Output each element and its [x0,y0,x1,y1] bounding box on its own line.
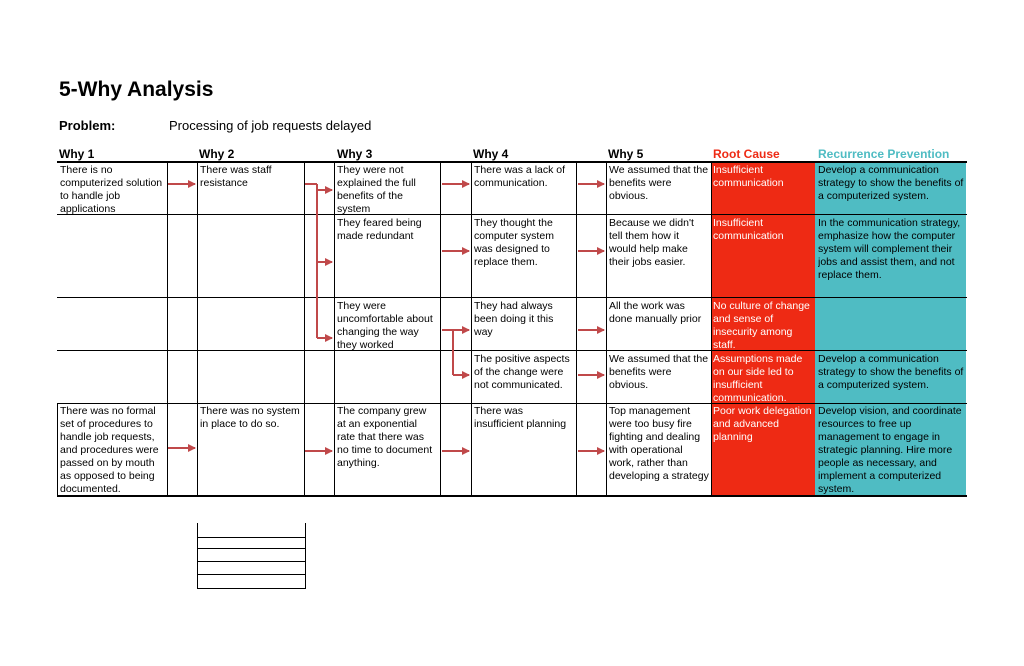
row-2-why-3: They feared being made redundant [337,217,422,242]
row-3-root-cause: No culture of change and sense of insecurity among staff. [713,300,810,350]
row-2-why-4: They thought the computer system was designed to replace them. [474,217,554,268]
row-3-why-4: They had always been doing it this way [474,300,554,338]
row-3-why-3: They were uncomfortable about changing the way they worked [337,300,433,350]
row-4-root-cause: Assumptions made on our side led to insufficient communication. [713,353,803,403]
row-5-prevention: Develop vision, and coordinate resources to free up management to engage in strategic planning. Hire more people as necessary, and implement a computerized system. [818,405,962,495]
grid-line [197,537,305,538]
row-5-why-2: There was no system in place to do so. [200,405,300,430]
header-why-1: Why 1 [59,147,95,161]
row-2-root-cause: Insufficient communication [713,217,784,242]
row-1-why-3: They were not explained the full benefits of the system [337,164,416,214]
row-1-prevention: Develop a communication strategy to show the benefits of a computerized system. [818,164,964,202]
row-1-why-1: There is no computerized solution to handle job applications [60,164,163,214]
row-4-prevention: Develop a communication strategy to show the benefits of a computerized system. [818,353,964,391]
row-1-why-4: There was a lack of communication. [474,164,566,189]
problem-label: Problem: [59,118,116,133]
header-root-cause: Root Cause [713,147,780,161]
row-5-why-3: The company grew at an exponential rate that there was no time to document anything. [337,405,433,469]
empty-grid-fragment [197,523,306,589]
row-4-why-5: We assumed that the benefits were obvious. [609,353,709,391]
row-5-why-5: Top management were too busy fire fighting and dealing with operational work, rather than developing a strategy [609,405,709,482]
grid-line [197,548,305,549]
row-4-why-4: The positive aspects of the change were not communicated. [474,353,570,391]
header-why-2: Why 2 [199,147,235,161]
row-3-why-5: All the work was done manually prior [609,300,702,325]
problem-statement: Processing of job requests delayed [169,118,372,133]
grid-line [197,561,305,562]
row-2-why-5: Because we didn't tell them how it would help make their jobs easier. [609,217,694,268]
row-5-why-1: There was no formal set of procedures to handle job requests, and procedures were passed on by mouth as opposed to being documented. [60,405,159,495]
row-2-prevention: In the communication strategy, emphasize how the computer system will complement their jobs and assist them, and not replace them. [818,217,961,281]
grid-line [197,574,305,575]
header-why-3: Why 3 [337,147,373,161]
row-5-root-cause: Poor work delegation and advanced planning [713,405,812,443]
row-1-why-5: We assumed that the benefits were obvious. [609,164,709,202]
page-title: 5-Why Analysis [59,78,214,101]
row-1-why-2: There was staff resistance [200,164,272,189]
header-why-5: Why 5 [608,147,644,161]
header-recurrence-prevention: Recurrence Prevention [818,147,950,161]
grid-line [197,588,305,589]
row-5-why-4: There was insufficient planning [474,405,567,430]
row-1-root-cause: Insufficient communication [713,164,784,189]
header-why-4: Why 4 [473,147,509,161]
